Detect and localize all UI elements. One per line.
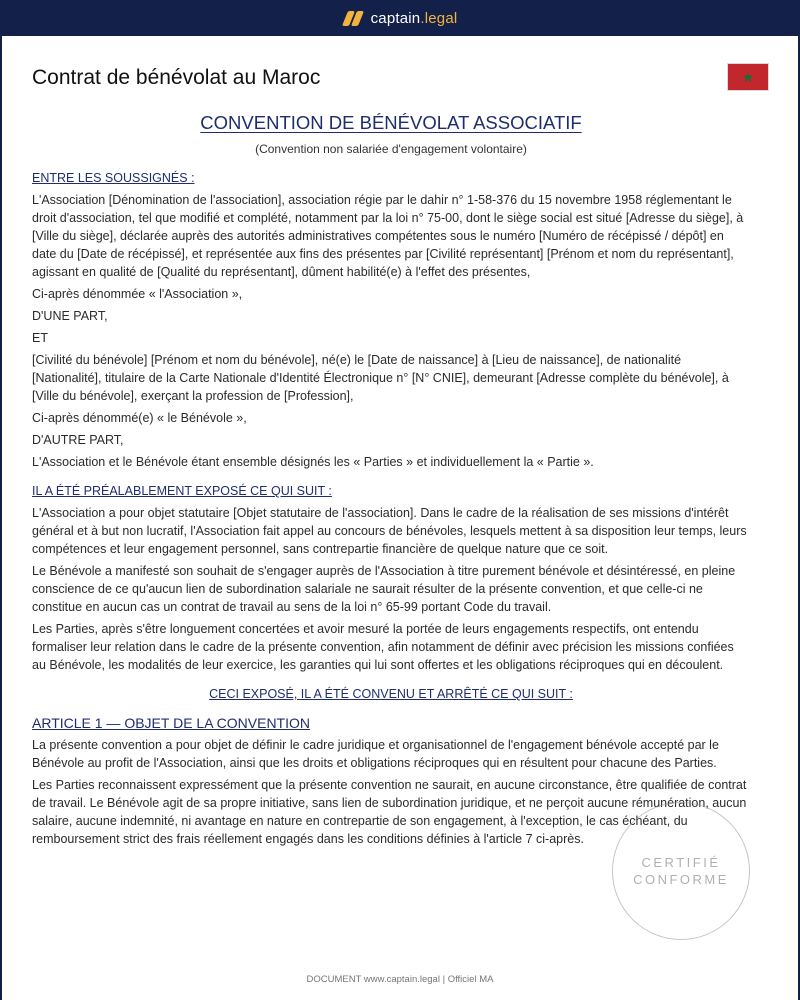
stamp-line-2: CONFORME: [633, 872, 729, 887]
brand-name: [371, 10, 458, 27]
contract-subtitle: (Convention non salariée d'engagement volontaire): [255, 142, 527, 156]
stamp-line-1: CERTIFIÉ: [641, 855, 721, 870]
volunteer-paragraph: [Civilité du bénévole] [Prénom et nom du bénévole], né(e) le [Date de naissance] à [Lieu de naissance], de nationalité [Nationalité], titulaire de la Carte Nationale d'Identité Électronique n° [N° CNIE], demeurant [Adresse complète du bénévole], à [Ville du bénévole], exerçant la profession de [Profession],: [32, 353, 729, 403]
document-page: [2, 36, 798, 1000]
article-1-paragraph: La présente convention a pour objet de définir le cadre juridique et organisationnel de l'engagement bénévole accepté par le Bénévole au profit de l'Association, ainsi que les droits et obligations réciproques qui en résultent pour chacune des Parties.: [32, 738, 719, 770]
preamble-paragraph: Les Parties, après s'être longuement concertées et avoir mesuré la portée de leurs engagements respectifs, ont entendu formaliser leur relation dans le cadre de la présente convention, afin notamment de définir avec précision les missions confiées au Bénévole, les modalités de leur exercice, les garanties qui lui sont offertes et les obligations réciproques qui en découlent.: [32, 622, 734, 672]
association-alias: Ci-après dénommée « l'Association »,: [32, 287, 243, 301]
preamble-paragraph: Le Bénévole a manifesté son souhait de s'engager auprès de l'Association à titre purement bénévole et désintéressé, en pleine conscience de ce qu'aucun lien de subordination salariale ne saurait résulter de la présente convention, et que celle-ci ne constitue en aucun cas un contrat de travail au sens de la loi n° 65-99 portant Code du travail.: [32, 564, 736, 614]
volunteer-alias: Ci-après dénommé(e) « le Bénévole »,: [32, 411, 247, 425]
page-title: Contrat de bénévolat au Maroc: [32, 66, 321, 89]
morocco-flag-icon: ★: [728, 64, 768, 90]
brand-main: captain: [370, 9, 421, 27]
parties-note: L'Association et le Bénévole étant ensemble désignés les « Parties » et individuellement la « Partie ».: [32, 455, 594, 469]
and-label: ET: [32, 331, 48, 345]
contract-body: [32, 112, 750, 848]
first-part-label: D'UNE PART,: [32, 309, 108, 323]
contract-title: CONVENTION DE BÉNÉVOLAT ASSOCIATIF: [200, 112, 582, 133]
second-part-label: D'AUTRE PART,: [32, 433, 124, 447]
article-1-heading: ARTICLE 1 — OBJET DE LA CONVENTION: [32, 715, 310, 731]
agreed-heading: CECI EXPOSÉ, IL A ÉTÉ CONVENU ET ARRÊTÉ CE QUI SUIT :: [209, 687, 573, 701]
parties-heading: ENTRE LES SOUSSIGNÉS :: [32, 171, 195, 185]
brand-accent: .legal: [420, 9, 458, 27]
preamble-paragraph: L'Association a pour objet statutaire [Objet statutaire de l'association]. Dans le cadre de la réalisation de ses missions d'intérêt général et à but non lucratif, l'Association fait appel au concours de bénévoles, lesquels mettent à sa disposition leur temps, leurs compétences et leur engagement personnel, sans contrepartie financière de quelque nature que ce soit.: [32, 506, 747, 556]
preamble-heading: IL A ÉTÉ PRÉALABLEMENT EXPOSÉ CE QUI SUIT :: [32, 484, 332, 498]
association-paragraph: L'Association [Dénomination de l'association], association régie par le dahir n° 1-58-376 du 15 novembre 1958 réglementant le droit d'association, tel que modifié et complété, notamment par la loi n° 75-00, dont le siège social est situé [Adresse du siège], à [Ville du siège], déclarée auprès des autorités administratives compétentes sous le numéro [Numéro de récépissé / dépôt] en date du [Date de récépissé], et représentée aux fins des présentes par [Civilité représentant] [Prénom et nom du représentant], agissant en qualité de [Qualité du représentant], dûment habilité(e) à l'effet des présentes,: [32, 193, 744, 279]
top-bar: [0, 0, 800, 36]
article-1-paragraph: Les Parties reconnaissent expressément que la présente convention ne saurait, en aucune circonstance, être qualifiée de contrat de travail. Le Bénévole agit de sa propre initiative, sans lien de subordination juridique, et ne perçoit aucune rémunération, aucun salaire, aucune indemnité, ni avantage en nature en contrepartie de son engagement, à l'exception, le cas échéant, du remboursement strict des frais réellement engagés dans les conditions définies à l'article 7 ci-après.: [32, 778, 747, 846]
captain-legal-logo-icon: [343, 10, 363, 26]
certified-stamp: [612, 802, 750, 940]
document-footer: DOCUMENT www.captain.legal | Officiel MA: [306, 974, 494, 985]
